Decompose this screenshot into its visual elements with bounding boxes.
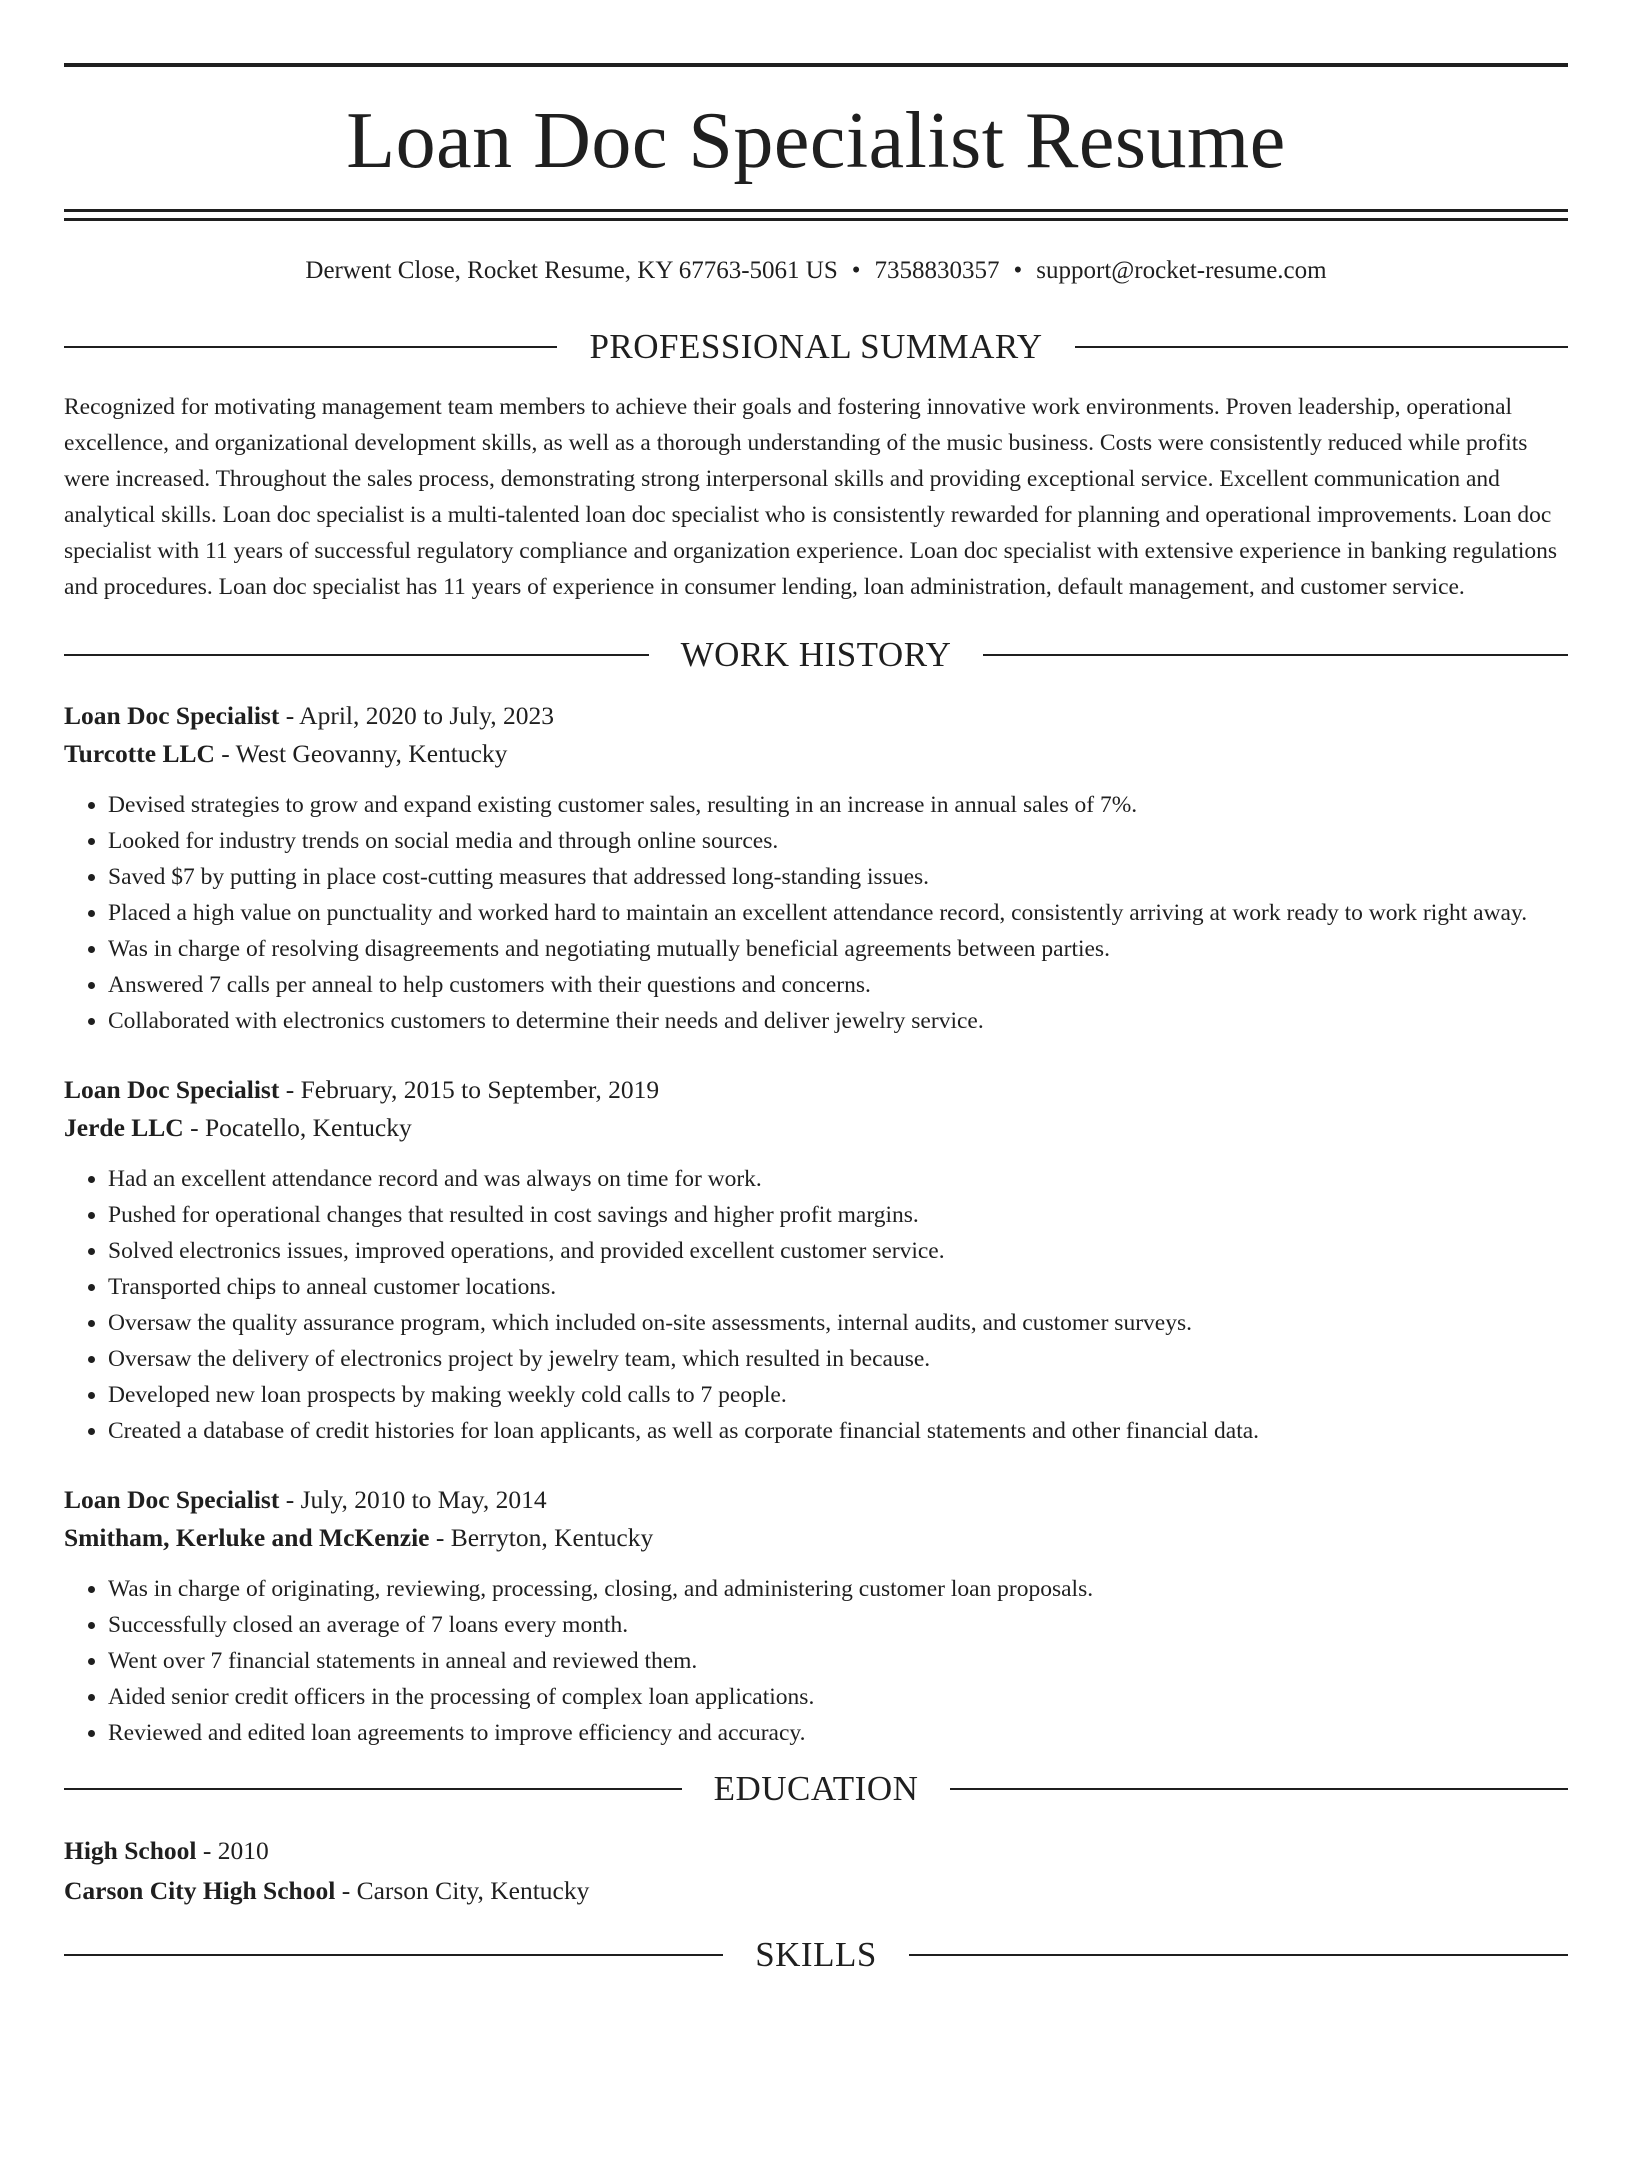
job-entry: [64, 697, 1568, 1039]
contact-address: Derwent Close, Rocket Resume, KY 67763-5061 US: [305, 257, 838, 284]
job-company-line: [64, 1109, 1568, 1147]
job-entry: [64, 1071, 1568, 1449]
list-item: • Devised strategies to grow and expand existing customer sales, resulting in an increase in annual sales of 7%.: [108, 787, 1568, 823]
job-company: Turcotte LLC: [64, 739, 215, 768]
education-entry: [64, 1831, 1568, 1911]
section-heading-summary: [64, 327, 1568, 367]
job-company: Smitham, Kerluke and McKenzie: [64, 1523, 430, 1552]
list-item: • Developed new loan prospects by making weekly cold calls to 7 people.: [108, 1377, 1568, 1413]
list-item: • Answered 7 calls per anneal to help customers with their questions and concerns.: [108, 967, 1568, 1003]
job-company: Jerde LLC: [64, 1113, 184, 1142]
section-title: WORK HISTORY: [680, 635, 952, 674]
education-degree-line: [64, 1831, 1568, 1871]
job-location: - Berryton, Kentucky: [429, 1523, 654, 1552]
section-title: PROFESSIONAL SUMMARY: [589, 327, 1043, 366]
list-item: • Was in charge of originating, reviewing, processing, closing, and administering customer loan proposals.: [108, 1571, 1568, 1607]
list-item: • Saved $7 by putting in place cost-cutting measures that addressed long-standing issues.: [108, 859, 1568, 895]
list-item: • Went over 7 financial statements in anneal and reviewed them.: [108, 1643, 1568, 1679]
top-rule: [64, 63, 1568, 67]
list-item: • Was in charge of resolving disagreements and negotiating mutually beneficial agreements between parties.: [108, 931, 1568, 967]
summary-text: Recognized for motivating management team members to achieve their goals and fostering innovative work environments. Proven leadership, operational excellence, and organizational development skills, as well as a thorough understanding of the music business. Costs were consistently reduced while profits were increased. Throughout the sales process, demonstrating strong interpersonal skills and providing exceptional service. Excellent communication and analytical skills. Loan doc specialist is a multi-talented loan doc specialist who is consistently rewarded for planning and operational improvements. Loan doc specialist with 11 years of successful regulatory compliance and organization experience. Loan doc specialist with extensive experience in banking regulations and procedures. Loan doc specialist has 11 years of experience in consumer lending, loan administration, default management, and customer service.: [64, 394, 1558, 600]
list-item: • Transported chips to anneal customer locations.: [108, 1269, 1568, 1305]
job-dates: - February, 2015 to September, 2019: [279, 1075, 660, 1104]
education-school: Carson City High School: [64, 1876, 336, 1905]
section-heading-work: [64, 635, 1568, 675]
list-item: • Pushed for operational changes that resulted in cost savings and higher profit margins.: [108, 1197, 1568, 1233]
job-title: Loan Doc Specialist: [64, 1485, 280, 1514]
section-heading-skills: [64, 1935, 1568, 1975]
education-school-line: [64, 1871, 1568, 1911]
job-entry: [64, 1481, 1568, 1751]
list-item: • Placed a high value on punctuality and worked hard to maintain an excellent attendance record, consistently arriving at work ready to work right away.: [108, 895, 1568, 931]
job-title-line: [64, 697, 1568, 735]
heading-rule: [64, 1788, 682, 1790]
job-title: Loan Doc Specialist: [64, 1075, 280, 1104]
list-item: • Collaborated with electronics customers to determine their needs and deliver jewelry service.: [108, 1003, 1568, 1039]
job-company-line: [64, 735, 1568, 773]
heading-rule: [1075, 346, 1568, 348]
list-item: • Oversaw the quality assurance program, which included on-site assessments, internal audits, and customer surveys.: [108, 1305, 1568, 1341]
heading-rule: [909, 1954, 1568, 1956]
heading-rule: [950, 1788, 1568, 1790]
heading-rule: [64, 346, 557, 348]
heading-rule: [983, 654, 1568, 656]
job-location: - West Geovanny, Kentucky: [214, 739, 508, 768]
contact-separator: •: [851, 257, 861, 284]
list-item: • Successfully closed an average of 7 loans every month.: [108, 1607, 1568, 1643]
job-dates: - July, 2010 to May, 2014: [279, 1485, 547, 1514]
heading-rule: [64, 1954, 723, 1956]
contact-line: [64, 255, 1568, 287]
list-item: • Oversaw the delivery of electronics project by jewelry team, which resulted in because.: [108, 1341, 1568, 1377]
list-item: • Solved electronics issues, improved operations, and provided excellent customer service.: [108, 1233, 1568, 1269]
education-year: - 2010: [196, 1836, 269, 1865]
section-title: SKILLS: [755, 1935, 877, 1974]
section-title: EDUCATION: [713, 1769, 919, 1808]
list-item: • Created a database of credit histories for loan applicants, as well as corporate financial statements and other financial data.: [108, 1413, 1568, 1449]
job-bullets: [64, 1571, 1568, 1751]
job-company-line: [64, 1519, 1568, 1557]
list-item: • Looked for industry trends on social media and through online sources.: [108, 823, 1568, 859]
job-location: - Pocatello, Kentucky: [183, 1113, 412, 1142]
list-item: • Aided senior credit officers in the processing of complex loan applications.: [108, 1679, 1568, 1715]
resume-page: [0, 63, 1632, 2175]
job-title-line: [64, 1071, 1568, 1109]
section-heading-education: [64, 1769, 1568, 1809]
heading-rule: [64, 654, 649, 656]
list-item: • Had an excellent attendance record and was always on time for work.: [108, 1161, 1568, 1197]
list-item: • Reviewed and edited loan agreements to improve efficiency and accuracy.: [108, 1715, 1568, 1751]
contact-phone: 7358830357: [874, 257, 1000, 284]
contact-separator: •: [1013, 257, 1023, 284]
job-bullets: [64, 787, 1568, 1039]
job-bullets: [64, 1161, 1568, 1449]
title-double-rule: [64, 209, 1568, 221]
job-title: Loan Doc Specialist: [64, 701, 280, 730]
education-degree: High School: [64, 1836, 197, 1865]
education-location: - Carson City, Kentucky: [335, 1876, 590, 1905]
contact-email: support@rocket-resume.com: [1036, 257, 1327, 284]
job-dates: - April, 2020 to July, 2023: [279, 701, 554, 730]
job-title-line: [64, 1481, 1568, 1519]
page-title: Loan Doc Specialist Resume: [346, 97, 1286, 185]
